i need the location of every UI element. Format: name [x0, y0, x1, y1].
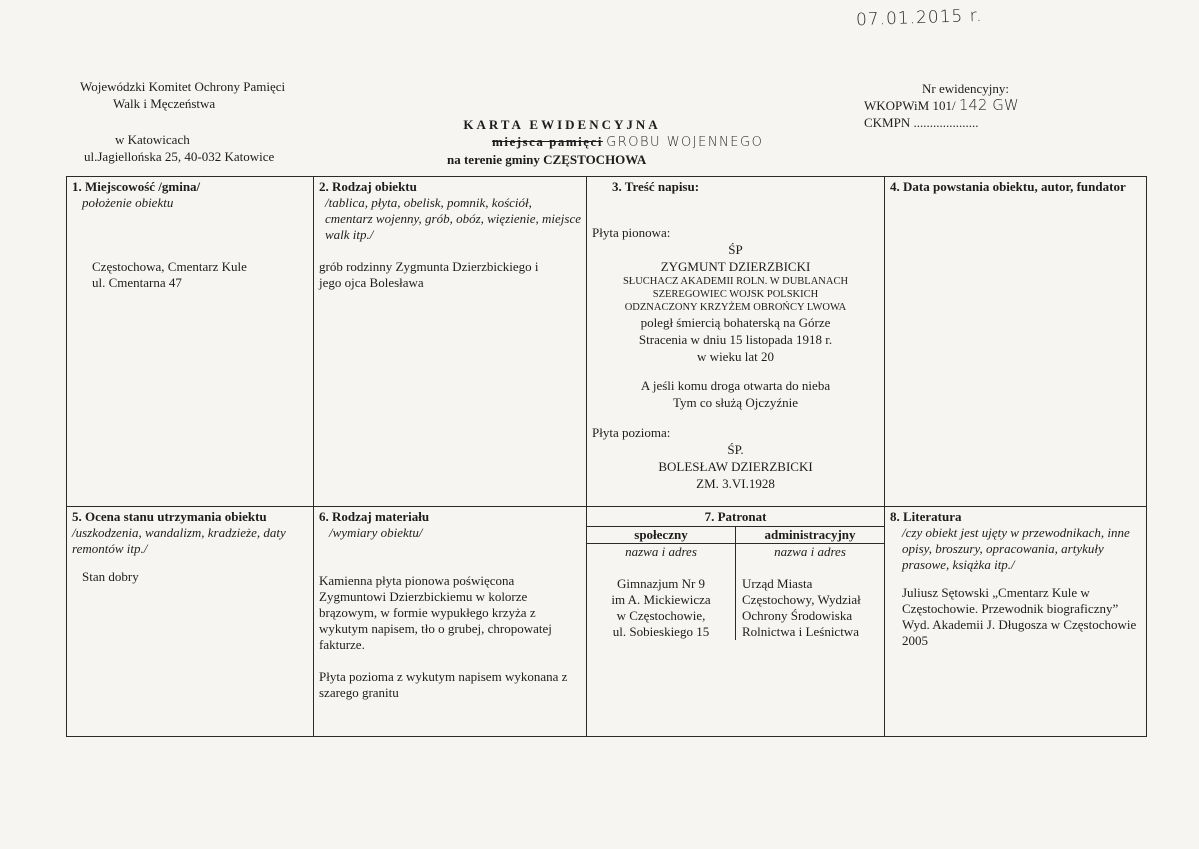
patron-line: Częstochowy, Wydział [742, 592, 861, 607]
section-1-heading: 1. Miejscowość /gmina/ [72, 179, 201, 194]
section-6-subheading: /wymiary obiektu/ [329, 525, 423, 540]
cell-literature [885, 507, 1147, 737]
cell-material [314, 507, 587, 737]
handwritten-insert: GROBU WOJENNEGO [606, 135, 764, 150]
institution-line-2: Walk i Męczeństwa [113, 96, 216, 111]
patron-line: Rolnictwa i Leśnictwa [742, 624, 859, 639]
patron-social-heading: społeczny [587, 527, 736, 544]
section-6-heading: 6. Rodzaj materiału [319, 509, 430, 524]
inscription-line: ZM. 3.VI.1928 [696, 476, 775, 491]
horizontal-plate-label: Płyta pozioma: [592, 425, 671, 440]
table-row [67, 507, 1147, 737]
vertical-plate-label: Płyta pionowa: [592, 225, 671, 240]
struck-text: miejsca pamięci [492, 134, 603, 149]
inscription-line: ŚP. [727, 442, 744, 457]
section-1-subheading: położenie obiektu [82, 195, 174, 210]
patron-line: Urząd Miasta [742, 576, 813, 591]
patron-social-value [587, 560, 736, 640]
section-5-subheading: /uszkodzenia, wandalizm, kradzieże, daty remontów itp./ [72, 525, 286, 556]
card-heading: KARTA EWIDENCYJNA [463, 117, 661, 132]
handwritten-date: 07.01.2015 r. [855, 5, 983, 31]
inscription-line: Tym co służą Ojczyźnie [672, 395, 799, 410]
institution-address: ul.Jagiellońska 25, 40-032 Katowice [84, 149, 275, 164]
inscription-line: SZEREGOWIEC WOJSK POLSKICH [652, 289, 819, 300]
patron-admin-heading: administracyjny [736, 527, 885, 544]
inscription-line: ODZNACZONY KRZYŻEM OBROŃCY LWOWA [624, 302, 847, 313]
cell-location [67, 177, 314, 507]
institution-line-1: Wojewódzki Komitet Ochrony Pamięci [80, 79, 286, 94]
record-table [66, 176, 1147, 737]
inscription-line: SŁUCHACZ AKADEMII ROLN. W DUBLANACH [622, 276, 849, 287]
registry-label: Nr ewidencyjny: [922, 81, 1010, 96]
ckmpn-field: CKMPN .................... [864, 115, 979, 130]
cell-condition [67, 507, 314, 737]
table-row [67, 177, 1147, 507]
card-location: na terenie gminy CZĘSTOCHOWA [447, 152, 647, 167]
inscription-line: A jeśli komu droga otwarta do nieba [640, 378, 831, 393]
section-5-heading: 5. Ocena stanu utrzymania obiektu [72, 509, 267, 524]
patron-line: im A. Mickiewicza [611, 592, 711, 607]
location-value-2: ul. Cmentarna 47 [92, 275, 182, 290]
section-8-heading: 8. Literatura [890, 509, 962, 524]
section-4-heading: 4. Data powstania obiektu, autor, fundator [890, 179, 1126, 194]
patron-social-subheading: nazwa i adres [625, 544, 697, 559]
location-value-1: Częstochowa, Cmentarz Kule [92, 259, 247, 274]
literature-value-2: Wyd. Akademii J. Długosza w Częstochowie 2005 [902, 617, 1137, 648]
horizontal-plate-text [592, 441, 879, 492]
institution-city: w Katowicach [115, 132, 190, 147]
inscription-line: Stracenia w dniu 15 listopada 1918 r. [638, 332, 833, 347]
object-type-value: grób rodzinny Zygmunta Dzierzbickiego i jego ojca Bolesława [319, 259, 539, 290]
material-value-2: Płyta pozioma z wykutym napisem wykonana z szarego granitu [319, 669, 568, 700]
material-value-1: Kamienna płyta pionowa poświęcona Zygmuntowi Dzierzbickiemu w kolorze brązowym, w formie wypukłego krzyża z wykutym napisem, tło o grubej, chropowatej fakturze. [319, 573, 552, 652]
card-title [447, 116, 763, 168]
patron-line: Gimnazjum Nr 9 [616, 576, 706, 591]
cell-object-type [314, 177, 587, 507]
cell-inscription [587, 177, 885, 507]
section-3-heading: 3. Treść napisu: [612, 179, 700, 194]
inscription-line: ZYGMUNT DZIERZBICKI [660, 259, 811, 274]
patron-line: w Częstochowie, [616, 608, 706, 623]
inscription-line: w wieku lat 20 [697, 349, 774, 364]
condition-value: Stan dobry [82, 569, 139, 584]
patron-line: ul. Sobieskiego 15 [612, 624, 710, 639]
patron-admin-subheading: nazwa i adres [736, 544, 885, 561]
section-7-heading: 7. Patronat [587, 509, 884, 527]
registry-handwritten-number: 142 GW [958, 96, 1019, 114]
literature-value-1: Juliusz Sętowski „Cmentarz Kule w Częstochowie. Przewodnik biograficzny” [902, 585, 1119, 616]
patron-admin-value [736, 560, 885, 640]
cell-creation-date [885, 177, 1147, 507]
patronage-table [587, 527, 884, 640]
cell-patronage [587, 507, 885, 737]
vertical-plate-text [592, 241, 879, 411]
section-2-subheading: /tablica, płyta, obelisk, pomnik, kościół, cmentarz wojenny, grób, obóz, więzienie, miejsce walk itp./ [325, 195, 581, 242]
inscription-line: ŚP [728, 242, 743, 257]
inscription-line: BOLESŁAW DZIERZBICKI [658, 459, 813, 474]
registry-prefix: WKOPWiM 101/ [864, 98, 956, 113]
patron-line: Ochrony Środowiska [742, 608, 853, 623]
inscription-line: poległ śmiercią bohaterską na Górze [640, 315, 831, 330]
registry-block [864, 80, 1064, 131]
section-8-subheading: /czy obiekt jest ujęty w przewodnikach, inne opisy, broszury, opracowania, artykuły prasowe, książka itp./ [902, 525, 1130, 572]
section-2-heading: 2. Rodzaj obiektu [319, 179, 417, 194]
